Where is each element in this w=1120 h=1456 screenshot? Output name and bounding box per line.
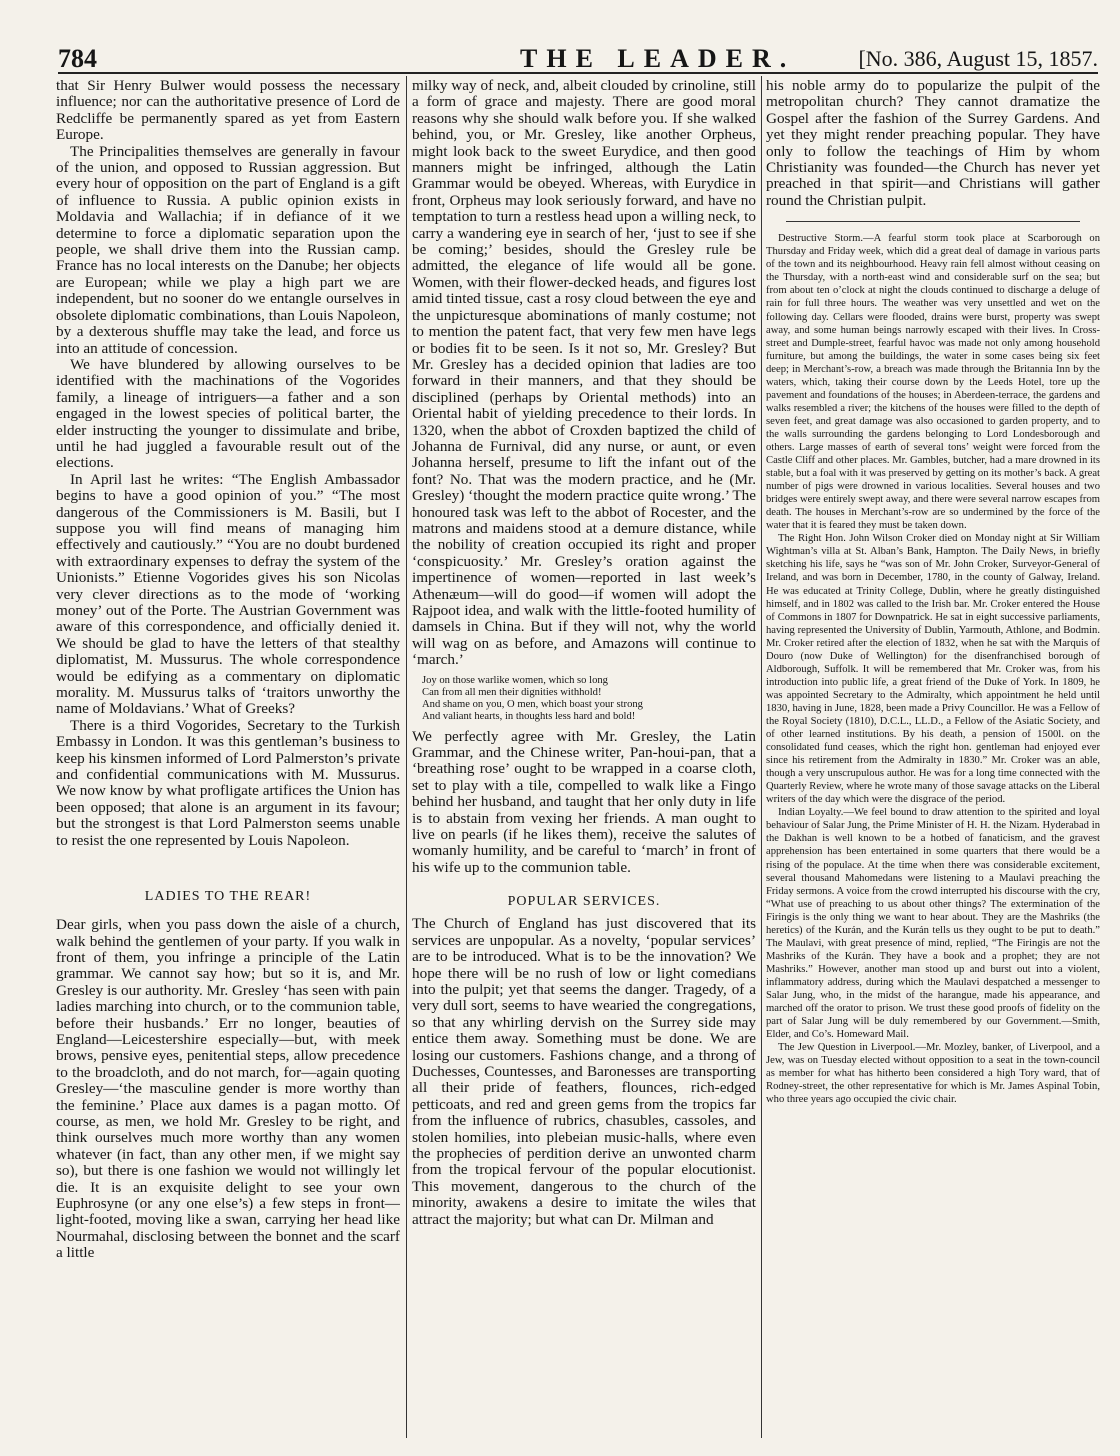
news-item: Indian Loyalty.—We feel bound to draw attention to the spirited and loyal behaviour of Salar Jung, the Prime Minister of H. H. the Nizam. Hyderabad in the Dakhan is well known to be a hotbed of fanaticism, and the gravest apprehension has been entertained in some quarters that there would be a rising of the populace. At the time when there was considerable excitement, several thousand Mahomedans were listening to a Maulavi preaching the Friday sermons. A voice from the crowd interrupted his discourse with the cry, “What use of preaching to us about other things? The extermination of the Firingis is the only thing we want to hear about. They are the Mashriks (the heretics) of the Kurán, and the Kurán tells us they ought to be put to death.” The Maulavi, with great presence of mind, replied, “The Firingis are not the Mashriks of the Kurán. They have a book and a prophet; they are not Mashriks.” However, another man stood up and burst out into a violent, inflammatory address, during which the Maulavi despatched a messenger to Salar Jung, who, in the midst of the harangue, made his appearance, and marched off the orator to prison. We trust these good proofs of fidelity on the part of Salar Jung will be duly remembered by our Government.—Smith, Elder, and Co’s. Homeward Mail. <box>766 807 1100 1041</box>
paragraph: his noble army do to popularize the pulpit of the metropolitan church? They cannot dramatize the Gospel after the fashion of the Surrey Gardens. And yet they might render preaching popular. They have only to follow the teachings of Him by whom Christianity was founded—the Church has never yet preached in that spirit—and Christians will gather round the Christian pulpit. <box>766 78 1100 209</box>
column-rule <box>406 76 407 1438</box>
verse-line: Can from all men their dignities withhold! <box>422 686 602 698</box>
masthead-title: THE LEADER. <box>520 44 796 73</box>
paragraph: The Principalities themselves are generally in favour of the union, and opposed to Russian aggression. But every hour of opposition on the part of England is a gift of influence to Russia. A public opinion exists in Moldavia and Wallachia; if in defiance of it we determine to force a diplomatic separation upon the people, we shall drive them into the Russian camp. France has no local interests on the Danube; her objects are European; while we play a high part we are independent, but no sooner do we entangle ourselves in obsolete diplomatic combinations, than Louis Napoleon, by a dexterous shuffle may take the lead, and force us into an attitude of concession. <box>56 142 400 357</box>
paragraph: We have blundered by allowing ourselves to be identified with the machinations of the Vogorides family, a lineage of intriguers—a father and a son engaged in the lowest species of political barter, the elder instructing the younger to dissimulate and bribe, until he had juggled a favourable result out of the elections. <box>56 355 400 472</box>
paragraph: that Sir Henry Bulwer would possess the necessary influence; nor can the authoritative presence of Lord de Redcliffe be permanently spared as yet from Eastern Europe. <box>56 78 400 144</box>
paragraph: There is a third Vogorides, Secretary to the Turkish Embassy in London. It was this gentleman’s business to keep his kinsmen informed of Lord Palmerston’s private and confidential communications with M. Mussurus. We now know by what profligate artifices the Union has been opposed; that alone is an argument in its favour; but the strongest is that Lord Palmerston seems unable to resist the one represented by Louis Napoleon. <box>56 716 400 849</box>
news-item: The Jew Question in Liverpool.—Mr. Mozley, banker, of Liverpool, and a Jew, was on Tuesday elected without opposition to a seat in the town-council as member for what has hitherto been considered a high Tory ward, that of Rodney-street, the other representative for which is Mr. James Aspinal Tobin, who three years ago occupied the civic chair. <box>766 1042 1100 1106</box>
paragraph: Dear girls, when you pass down the aisle of a church, walk behind the gentlemen of your party. If you walk in front of them, you infringe a principle of the Latin grammar. We cannot say how; but so it is, and Mr. Gresley is our authority. Mr. Gresley ‘has seen with pain ladies marching into church, or to the communion table, before their husbands.’ Err no longer, beauties of England—Leicestershire especially—but, with meek brows, pensive eyes, penitential steps, allow precedence to the broadcloth, and do not march, for—again quoting Gresley—‘the masculine gender is more worthy than the feminine.’ Place aux dames is a pagan motto. Of course, as men, we hold Mr. Gresley to be right, and think ourselves much more worthy than any women whatever (in fact, than any other men, if we might say so), but there is one fashion we would not willingly let die. It is an exquisite delight to see your own Euphrosyne (or any one else’s) a few steps in front—light-footed, moving like a swan, carrying her head like Nourmahal, disclosing between the bonnet and the scarf a little <box>56 916 400 1262</box>
article-heading: LADIES TO THE REAR! <box>144 889 312 905</box>
column-2 <box>412 78 756 1438</box>
column-rule <box>761 76 762 1438</box>
news-item: The Right Hon. John Wilson Croker died on Monday night at Sir William Wightman’s villa at St. Alban’s Bank, Hampton. The Daily News, in briefly sketching his life, says he “was son of Mr. John Croker, Surveyor-General of Ireland, and was born in December, 1780, in the county of Galway, Ireland. He was educated at Trinity College, Dublin, where he greatly distinguished himself, and in 1802 was called to the Irish bar. Mr. Croker entered the House of Commons in 1807 for Downpatrick. He sat in eight successive parliaments, having represented the University of Dublin, Yarmouth, Athlone, and Bodmin. Mr. Croker retired after the election of 1832, when he sat with the Marquis of Douro (now Duke of Wellington) for the disenfranchised borough of Aldborough, Suffolk. It will be remembered that Mr. Croker was, from his introduction into public life, a great friend of the Duke of York. In 1809, he was appointed Secretary to the Admiralty, which appointment he held until 1830, having in June, 1828, been made a Privy Councillor. He was a Fellow of the Royal Society (1810), D.C.L., LL.D., a Fellow of the Asiatic Society, and of other learned institutions. By his death, a pension of 1500l. on the consolidated fund ceases, which the right hon. gentleman had enjoyed ever since his retirement from the Admiralty in 1830.” Mr. Croker was an able, though a very unscrupulous author. He was for a long time connected with the Quarterly Review, where he wrote many of those savage attacks on the Liberal writers of the day which were the disgrace of the period. <box>766 533 1100 806</box>
paragraph: milky way of neck, and, albeit clouded by crinoline, still a form of grace and majesty. There are good moral reasons why she should walk before you. If she walked behind, you, or Mr. Gresley, like another Orpheus, might look back to the sweet Eurydice, and then good manners might be infringed, although the Latin Grammar would be obeyed. Whereas, with Eurydice in front, Orpheus may look seriously forward, and have no temptation to turn a restless head upon a willing neck, to carry a wandering eye in search of her, ‘just to see if she be coming;’ besides, should the Gresley rule be admitted, the elegance of life would all be gone. Women, with their flower-decked heads, and figures lost amid tinted tissue, cast a rosy cloud between the eye and the unpicturesque abominations of manly costume; not to mention the patent fact, that very few men have legs or bodies fit to be seen. Is it not so, Mr. Gresley? But Mr. Gresley has a decided opinion that ladies are too forward in their manners, and that they should be disciplined (perhaps by Oriental methods) into an Oriental habit of yielding precedence to their lords. In 1320, when the abbot of Croxden baptized the child of Johanna de Furnival, did any nurse, or aunt, or even Johanna herself, presume to lift the infant out of the font? No. That was the modern practice, and he (Mr. Gresley) ‘thought the modern practice quite wrong.’ The honoured task was left to the abbot of Rocester, and the matrons and maidens stood at a demure distance, while the nobility of creation occupied its right and proper ‘conspicuosity.’ Mr. Gresley’s oration against the impertinence of women—reported in last week’s Athenæum—will do good—if women will adopt the Rajpoot idea, and walk with the little-footed humility of damsels in China. But if they will not, why the world will wag on as before, and Amazons will continue to ‘march.’ <box>412 78 756 669</box>
column-3 <box>766 78 1100 1438</box>
news-item: Destructive Storm.—A fearful storm took place at Scarborough on Thursday and Friday week, which did a great deal of damage in various parts of the town and its neighbourhood. Heavy rain fell almost without ceasing on the Thursday, with a north-east wind and considerable surf on the sea; but from about ten o’clock at night the clouds continued to discharge a deluge of rain for full three hours. The weather was very unsettled and wet on the following day. Cellars were flooded, drains were burst, property was swept away, and some human beings narrowly escaped with their lives. In Cross-street and Dumple-street, fearful havoc was made not only among household furniture, but among the buildings, the water in some cases being six feet deep; in Merchant’s-row, a breach was made through the Britannia Inn by the waters, which, taking their course down by the Leeds Hotel, tore up the pavement and foundations of the houses; in Aberdeen-terrace, the gardens and walks resembled a river; the kitchens of the houses were filled to the depth of seven feet, and great damage was also occasioned to garden property, and to the walls surrounding the gardens belonging to Lord Londesborough and others. Large masses of earth of several tons’ weight were forced from the Castle Cliff and other places. Mr. Gambles, butcher, had a mare drowned in its stable, but a foal with it was preserved by getting on its mother’s back. A great number of pigs were drowned in various localities. Several houses and two bridges were entirely swept away, and there were several narrow escapes from death. The houses in Merchant’s-row are so undermined by the force of the water that it is feared they must be taken down. <box>766 233 1100 532</box>
paragraph: We perfectly agree with Mr. Gresley, the Latin Grammar, and the Chinese writer, Pan-houi-pan, that a ‘breathing rose’ ought to be wrapped in a coarse cloth, set to play with a tile, compelled to walk like a Fingo behind her husband, and taught that her only duty in life is to abstain from vexing her friends. A man ought to live on pearls (if he likes them), receive the salutes of womanly humility, and be careful to ‘march’ in front of his wife up to the communion table. <box>412 727 756 876</box>
verse-quotation <box>422 675 756 723</box>
paragraph: In April last he writes: “The English Ambassador begins to have a good opinion of you.” “The most dangerous of the Commissioners is M. Basili, but I suppose you will find means of managing him effectively and cautiously.” “You are no doubt burdened with extraordinary expenses to defray the system of the Unionists.” Etienne Vogorides gives his son Nicolas very clever directions as to the mode of ‘working money’ out of the Porte. The Austrian Government was aware of this correspondence, and officially denied it. We should be glad to have the letters of that stealthy diplomatist, M. Mussurus. The whole correspondence would be edifying as a commentary on diplomatic morality. M. Mussurus talks of ‘traitors unworthy the name of Moldavians.’ What of Greeks? <box>56 470 400 718</box>
issue-line: [No. 386, August 15, 1857. <box>858 46 1098 71</box>
page-number: 784 <box>58 44 97 73</box>
verse-line: And valiant hearts, in thoughts less hard and bold! <box>422 710 636 722</box>
verse-line: Joy on those warlike women, which so long <box>422 674 608 686</box>
column-1 <box>56 78 400 1438</box>
article-heading: POPULAR SERVICES. <box>507 894 661 910</box>
section-divider <box>786 221 1080 222</box>
paragraph: The Church of England has just discovered that its services are unpopular. As a novelty, ‘popular services’ are to be introduced. What is to be the innovation? We hope there will be no rush of low or light comedians into the pulpit; yet that seems the danger. Tragedy, of a very dull sort, seems to have wearied the congregations, so that any whirling dervish on the Surrey side may entice them away. Something must be done. We are losing our customers. Fashions change, and a throng of Duchesses, Countesses, and Baronesses are transporting all their pride of feathers, flounces, rich-edged petticoats, and red and green gems from the tropics far from the influence of rubrics, chasubles, cassoles, and stolen homilies, into plebeian music-halls, where even the prophecies of perdition derive an unwonted charm from the tropical fervour of the popular elocutionist. This movement, dangerous to the church of the minority, awakens a desire to imitate the wiles that attract the majority; but what can Dr. Milman and <box>412 915 756 1228</box>
verse-line: And shame on you, O men, which boast your strong <box>422 698 643 710</box>
page-header <box>58 44 1098 74</box>
